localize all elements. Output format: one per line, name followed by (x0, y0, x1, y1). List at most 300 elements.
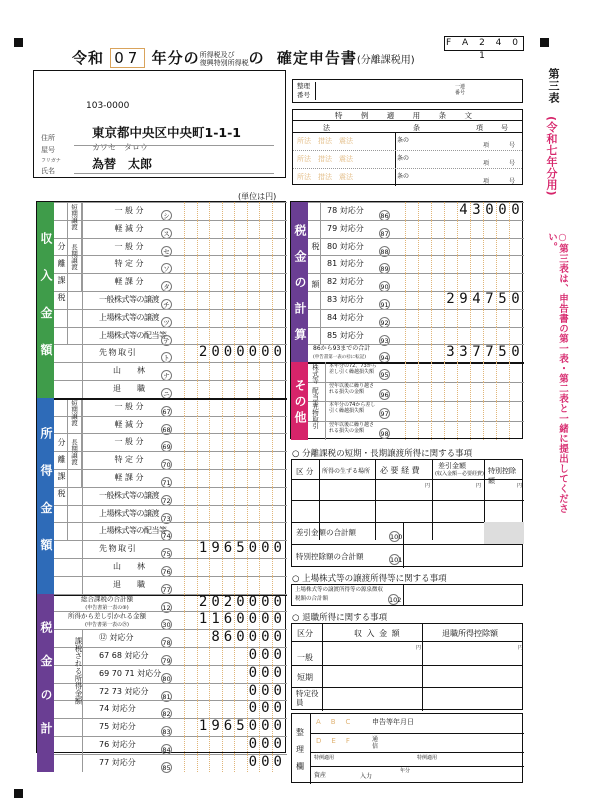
sakimono-label: 先物取引 (311, 403, 319, 430)
zeikin-left-row-value: 0 (261, 682, 270, 699)
shotoku-row-mark: 73 (162, 514, 171, 523)
joujou-mark: 102 (389, 596, 402, 604)
zeikin-left-row-value: 0 (273, 718, 282, 735)
zeikin-left-row-value: 0 (248, 647, 258, 663)
go-1: 号 (509, 142, 516, 149)
shotoku-row-label: 上場株式等の配当等 (99, 526, 167, 536)
kazei-shotoku-label: 課税される所得金額 (74, 637, 83, 705)
era: 令和 (72, 49, 105, 67)
income-row-mark: ト (159, 347, 172, 366)
zeikin-left-row-value: 0 (273, 593, 282, 610)
zeikin-right-row-value: 7 (485, 291, 494, 307)
zeikin-right-row-value: 5 (498, 291, 507, 307)
shotoku-row-value: 9 (211, 540, 220, 557)
zeikin-left-row-value: 8 (211, 629, 220, 646)
shotoku-row-value: 1 (198, 540, 208, 557)
digit-grid (392, 309, 522, 327)
zeikin-left-row-value: 1 (198, 611, 208, 628)
shotoku-row-mark: 70 (162, 461, 171, 470)
zeikin-left-row-value: 0 (261, 736, 270, 752)
sonota-row-mark: 97 (380, 410, 389, 419)
seiri-ts2: 特例適用 (417, 755, 438, 761)
bunri-table (291, 459, 523, 567)
digit-grid (172, 362, 284, 380)
income-row-mark: シ (159, 205, 172, 224)
bunri-kazei-label: 分離課税 (57, 437, 66, 506)
zeikin-left-row-label: 総合課税の合計額 (申告書第一表の⑨) (81, 594, 133, 611)
zeikin-left-row-value: 0 (236, 629, 245, 646)
digit-grid (172, 558, 284, 576)
shotoku-row-mark: 74 (162, 532, 171, 541)
zeikin-right-row-label: 83 対応分 (327, 295, 364, 304)
en-mark: 円 (416, 645, 422, 651)
name-field[interactable]: 為替 太郎 (92, 157, 153, 171)
digit-grid (172, 380, 284, 398)
registration-mark (540, 38, 549, 47)
zeikin-left-row-value: 1 (211, 611, 220, 628)
zeikin-left-row-value: 0 (273, 611, 282, 628)
zeikin-left-row-value: 0 (248, 629, 258, 646)
seiri-label-bottom: 整理欄 (296, 728, 304, 771)
income-row-mark: テ (159, 330, 172, 349)
zeikin-left-row-value: 0 (261, 647, 270, 663)
zeikin-left-row-value: 0 (248, 718, 258, 735)
digit-grid (172, 309, 284, 327)
zeikin-left-row-value: 0 (273, 682, 282, 699)
digit-grid (172, 291, 284, 309)
zeikin-left-row-value: 0 (248, 753, 258, 770)
title-sub: (分離課税用) (356, 55, 415, 66)
digit-grid (392, 401, 522, 420)
shotoku-row-mark: 76 (162, 568, 171, 576)
zeikin-left-row-value: 0 (273, 736, 282, 752)
zeikin-left-row-value: 0 (248, 593, 258, 610)
sonota-row-mark: 95 (380, 371, 389, 380)
tokurei-row-3[interactable]: 所法 措法 震法 (297, 173, 353, 181)
digit-grid (172, 487, 284, 505)
digit-grid (172, 522, 284, 540)
income-row-value: 0 (236, 344, 245, 361)
shotoku-group: 所得金額 (37, 398, 54, 594)
income-row-value: 0 (248, 344, 258, 361)
form-code: F A 2 4 0 1 (444, 36, 524, 51)
no-jo-2: 条の (397, 155, 410, 162)
bunri-kubun: 区 分 (296, 467, 314, 476)
income-row-label: 特 定 分 (114, 259, 144, 269)
title-main: 確定申告書 (276, 49, 357, 67)
bunri-basho: 所得の生ずる場所 (322, 468, 371, 475)
zeikin-left-row-value: 6 (223, 718, 233, 735)
seiri-tsushin: 通信 (372, 736, 379, 750)
sonota-row-label: 本年分の74から差し引く繰越損失額 (329, 402, 376, 415)
income-row-mark: チ (159, 294, 172, 313)
digit-grid (172, 505, 284, 523)
en-mark: 円 (425, 483, 431, 489)
income-row-value: 0 (273, 344, 282, 361)
tanki-label: 短期譲渡 (70, 204, 78, 230)
taishoku-shunyu: 収 入 金 額 (354, 629, 401, 638)
zeikin-right-row-value: 3 (459, 344, 468, 361)
seiri-shiryo: 資産 (314, 772, 327, 779)
sheet-label: 第三表 (547, 68, 560, 104)
zeikin-right-group: 税金の計算 (291, 202, 308, 362)
income-group: 収入金額 (37, 202, 54, 398)
year-suffix: 年分の (151, 49, 200, 67)
seiri-bottom (291, 713, 523, 783)
zeikin-right-row-mark: 88 (380, 247, 389, 256)
zeikin-left-row-value: 0 (248, 736, 258, 752)
zeikin-left-group: 税金の計算 (37, 594, 54, 772)
shotoku-row-label: 軽 減 分 (114, 419, 144, 429)
zeikin-left-row-value: 0 (273, 753, 282, 770)
bunri-sabiki: 差引金額 (438, 462, 466, 470)
zeikin-right-row-label: 80 対応分 (327, 241, 364, 251)
zeikin-left-row-label: 所得から差し引かれる金額 (申告書第一表の㉙) (68, 612, 146, 629)
en-mark: 円 (476, 483, 482, 489)
zeikin-right-row-value: 7 (472, 344, 481, 361)
tokurei-row-2[interactable]: 所法 措法 震法 (297, 155, 353, 163)
bunri-keihi: 必 要 経 費 (380, 466, 420, 475)
zeikin-left-row-mark: 84 (162, 746, 171, 754)
choki-label: 長期譲渡 (70, 243, 78, 270)
en-mark: 円 (517, 483, 523, 489)
income-row-value: 0 (261, 344, 270, 361)
income-row-label: 上場株式等の譲渡 (99, 312, 159, 322)
income-row-mark: タ (159, 276, 172, 295)
shotoku-row-mark: 77 (162, 585, 171, 594)
bunri-title: ○ 分離課税の短期・長期譲渡所得に関する事項 (292, 449, 473, 459)
label-furigana: フリガナ (41, 158, 61, 164)
no-jo-3: 条の (397, 173, 410, 180)
digit-grid (392, 421, 522, 440)
zeikin-left-row-value: 0 (273, 664, 282, 681)
ko-2: 項 (483, 160, 490, 167)
label-jusho: 住所 (41, 134, 55, 142)
income-row-value: 2 (198, 344, 208, 361)
shotoku-row-value: 0 (248, 540, 258, 557)
zeikin-right-row-mark: 90 (380, 283, 389, 292)
digit-grid (172, 416, 284, 434)
taishoku-kojo: 退職所得控除額 (442, 629, 498, 638)
zeikin-right-row-label: 86から93までの合計 (申告書第一表の㊷に転記) (313, 345, 371, 361)
digit-grid (392, 220, 522, 238)
income-row-mark: セ (159, 241, 172, 260)
zeikin-left-row-mark: 81 (162, 692, 171, 701)
zeikin-left-row-value: 0 (236, 611, 245, 628)
unit-label: (単位は円) (238, 192, 277, 201)
seiri-shinkoku: 申告等年月日 (372, 718, 414, 726)
income-row-label: 山 林 (113, 366, 145, 376)
sonota-group: その他 (291, 362, 308, 440)
taishoku-tanki: 短期 (297, 673, 313, 682)
joujou-label: 上場株式等の譲渡所得等の源泉徴収税額の合計額 (295, 587, 384, 602)
zeikin-left-row-value: 0 (273, 647, 282, 663)
seiri-label: 整理番号 (297, 82, 310, 99)
right-table (290, 201, 523, 439)
seiri-nenbetsu: 年分 (400, 768, 411, 774)
zeikin-right-row-value: 2 (446, 291, 455, 307)
taishoku-kubun: 区分 (297, 629, 313, 638)
go-label: 号 (501, 124, 508, 132)
digit-grid (172, 451, 284, 469)
zeikin-left-row-value: 0 (248, 611, 258, 628)
en-mark: 円 (518, 645, 524, 651)
income-row-mark: ツ (159, 312, 172, 331)
zeikin-left-row-value: 9 (211, 718, 220, 735)
taishoku-tokutei: 特定役員 (296, 689, 319, 707)
zeikin-right-row-label: 84 対応分 (327, 312, 364, 322)
zeikin-left-row-label: 74 対応分 (99, 704, 136, 714)
haito-label: 配当等 (311, 387, 319, 407)
joujou-table (291, 584, 523, 606)
sonota-row-mark: 96 (380, 390, 389, 399)
zeikin-right-row-label: 85 対応分 (327, 330, 364, 340)
title-no: の (248, 49, 265, 67)
income-row-mark: ソ (159, 258, 172, 277)
income-row-label: 一般株式等の譲渡 (99, 295, 159, 304)
shotoku-row-label: 一 般 分 (114, 401, 144, 411)
digit-grid (172, 220, 284, 238)
seiri-box (292, 79, 523, 103)
seiri-ts: 特例適用 (314, 755, 335, 761)
bunri-tokubetsu: 特別控除額 (488, 467, 516, 485)
zeikin-right-row-mark: 87 (380, 229, 389, 238)
income-row-label: 退 職 (113, 384, 145, 393)
digit-grid (392, 382, 522, 401)
shotoku-row-value: 5 (236, 540, 245, 557)
address-field[interactable]: 東京都中央区中央町1-1-1 (92, 125, 241, 140)
digit-grid (172, 469, 284, 487)
zeikin-left-row-value: 0 (248, 664, 258, 681)
zeikin-left-row-mark: 80 (162, 674, 171, 683)
digit-grid (172, 433, 284, 451)
zeikin-left-row-label: 67 68 対応分 (99, 651, 149, 660)
tokurei-box (292, 109, 523, 185)
zeikin-left-row-mark: 78 (162, 639, 171, 648)
go-3: 号 (509, 178, 516, 185)
shotoku-row-value: 0 (273, 540, 282, 557)
shotoku-row-label: 退 職 (113, 579, 145, 589)
bunri-total1-mark: 100 (390, 533, 403, 541)
zeikin-left-row-value: 0 (273, 629, 282, 646)
zeikin-right-row-label: 79 対応分 (327, 223, 364, 233)
ko-1: 項 (483, 142, 490, 149)
shotoku-row-label: 特 定 分 (114, 455, 144, 465)
zeikin-left-row-value: 2 (198, 593, 208, 610)
registration-mark (14, 38, 23, 47)
zeikin-right-row-mark: 92 (380, 318, 389, 327)
zeikin-left-row-mark: 12 (162, 603, 171, 612)
ko-label: 項 (476, 124, 483, 132)
income-row-label: 一 般 分 (114, 241, 144, 251)
zeikin-left-row-value: 0 (261, 629, 270, 646)
zeikin-left-row-label: ⑫ 対応分 (99, 633, 134, 643)
digit-grid (172, 327, 284, 345)
income-row-mark: ニ (159, 383, 172, 402)
taishoku-table (291, 623, 523, 710)
year-field[interactable]: 07 (110, 48, 145, 68)
shotoku-row-mark: 68 (162, 425, 171, 434)
label-yago: 屋号 (41, 146, 55, 154)
shotoku-row-mark: 75 (162, 550, 171, 559)
ko-3: 項 (483, 178, 490, 185)
shotoku-row-label: 先 物 取 引 (99, 544, 136, 554)
zeikin-left-row-value: 0 (261, 700, 270, 717)
zeikin-left-row-label: 69 70 71 対応分 (99, 668, 162, 678)
tax-label-2: 復興特別所得税 (199, 58, 249, 67)
address-box (33, 70, 286, 178)
zeikin-left-row-value: 0 (236, 593, 245, 610)
shotoku-row-mark: 67 (162, 407, 171, 416)
zeikin-right-row-value: 0 (511, 291, 520, 307)
tax-label-1: 所得税及び (199, 50, 235, 59)
income-row-label: 上場株式等の配当等 (99, 330, 167, 340)
tanki-label: 短期譲渡 (70, 399, 78, 426)
zeikin-right-row-mark: 91 (380, 301, 389, 309)
digit-grid (392, 273, 522, 291)
digit-grid (172, 202, 284, 220)
zeikin-left-row-value: 0 (261, 664, 270, 681)
zeikin-left-row-label: 72 73 対応分 (99, 686, 149, 696)
income-row-mark: ス (159, 223, 172, 242)
zeikin-left-row-mark: 83 (162, 728, 171, 737)
income-row-label: 一 般 分 (114, 206, 144, 215)
zeikin-right-row-value: 0 (511, 202, 520, 218)
seiri-def: DEF (316, 737, 360, 745)
choki-label: 長期譲渡 (70, 439, 78, 466)
zeikin-left-row-value: 6 (223, 629, 233, 646)
tokurei-label: 特 例 適 用 条 文 (293, 110, 522, 121)
tokurei-row-1[interactable]: 所法 措法 震法 (297, 137, 353, 145)
kabushiki-label: 株式等 (311, 364, 319, 384)
zeikin-left-row-mark: 79 (162, 657, 171, 665)
digit-grid (172, 273, 284, 291)
zeikin-right-row-value: 4 (472, 291, 481, 307)
zeikin-right-row-value: 3 (446, 344, 455, 361)
ho-label: 法 (323, 124, 330, 132)
zeigaku-label: 税額 (311, 242, 320, 318)
sonota-row-mark: 98 (380, 429, 389, 438)
taishoku-title: ○ 退職所得に関する事項 (292, 613, 388, 623)
zeikin-right-row-mark: 86 (380, 212, 389, 220)
left-table (22, 201, 286, 772)
zeikin-left-row-label: 77 対応分 (99, 757, 136, 767)
seiri-abc: ABC (316, 718, 361, 726)
bunri-kazei-label: 分離課税 (57, 242, 66, 310)
shotoku-row-mark: 69 (162, 443, 171, 452)
zeikin-left-row-value: 5 (236, 718, 245, 735)
zeikin-right-row-label: 81 対応分 (327, 259, 364, 269)
taishoku-ippan: 一般 (297, 653, 313, 662)
zeikin-right-row-mark: 93 (380, 336, 389, 345)
no-jo-1: 条の (397, 137, 410, 144)
zeikin-right-row-value: 4 (459, 202, 468, 218)
zeikin-right-row-value: 9 (459, 291, 468, 307)
bunri-total2-mark: 101 (390, 556, 403, 564)
sheet-note: ○第三表は、申告書の第一表・第二表と一緒に提出してください。 (546, 232, 568, 514)
income-row-label: 軽 減 分 (114, 223, 144, 233)
income-row-label: 先 物 取 引 (99, 348, 136, 358)
digit-grid (392, 327, 522, 345)
zeikin-left-row-value: 0 (273, 700, 282, 717)
shotoku-row-label: 一 般 分 (114, 437, 144, 447)
zeikin-right-row-value: 3 (472, 202, 481, 218)
income-row-label: 軽 課 分 (114, 277, 144, 287)
jo-label: 条 (413, 124, 420, 132)
bunri-total2-label: 特別控除額の合計額 (296, 552, 364, 561)
digit-grid (172, 576, 284, 594)
bunri-total1-label: 差引金額の合計額 (296, 528, 356, 537)
income-row-value: 0 (211, 344, 220, 361)
zeikin-right-row-value: 5 (498, 344, 507, 361)
digit-grid (172, 238, 284, 256)
zeikin-right-row-value: 0 (511, 344, 520, 361)
zeikin-left-row-value: 0 (261, 593, 270, 610)
zeikin-right-row-value: 0 (498, 202, 507, 218)
income-row-mark: ナ (159, 365, 172, 384)
zeikin-left-row-value: 0 (261, 753, 270, 770)
zeikin-left-row-label: 76 対応分 (99, 740, 136, 749)
ichiren-label: 一連番号 (455, 84, 466, 96)
zeikin-left-row-mark: 85 (162, 763, 171, 772)
zeikin-left-row-value: 6 (223, 611, 233, 628)
digit-grid (392, 238, 522, 256)
zeikin-right-row-mark: 94 (380, 354, 389, 363)
shotoku-row-label: 軽 課 分 (114, 473, 144, 482)
zeikin-left-row-value: 0 (248, 700, 258, 717)
shotoku-row-label: 一般株式等の譲渡 (99, 490, 159, 500)
furigana-field[interactable]: カワセ タロウ (92, 143, 148, 152)
zeikin-left-row-value: 1 (198, 718, 208, 735)
income-row-value: 0 (223, 344, 233, 361)
zeikin-right-row-mark: 89 (380, 265, 389, 274)
zeikin-right-row-label: 82 対応分 (327, 277, 364, 287)
zeikin-right-row-value: 0 (485, 202, 494, 218)
shotoku-row-value: 0 (261, 540, 270, 557)
zeikin-left-row-value: 0 (261, 611, 270, 628)
form-title (72, 47, 415, 68)
shotoku-row-value: 6 (223, 540, 233, 557)
label-shimei: 氏名 (41, 167, 55, 175)
sonota-row-label: 本年分の72、73から差し引く繰越損失額 (329, 363, 377, 376)
zeikin-left-row-value: 0 (211, 593, 220, 610)
zeikin-left-row-label: 75 対応分 (99, 722, 136, 732)
zeikin-left-row-mark: 30 (162, 621, 171, 630)
registration-mark (14, 789, 23, 798)
sonota-row-label: 翌年以後に繰り越される損失の金額 (329, 382, 375, 395)
sonota-row-label: 翌年以後に繰り越される損失の金額 (329, 421, 375, 434)
zeikin-left-row-value: 2 (223, 593, 233, 610)
shotoku-row-mark: 71 (162, 479, 171, 487)
zeikin-left-row-value: 0 (261, 718, 270, 735)
seiri-nyuryoku: 入力 (360, 773, 373, 780)
shotoku-row-label: 上場株式等の譲渡 (99, 508, 159, 518)
zeikin-left-row-mark: 82 (162, 710, 171, 719)
shotoku-row-label: 山 林 (113, 562, 145, 571)
digit-grid (172, 255, 284, 273)
zeikin-right-row-value: 7 (485, 344, 494, 361)
zeikin-right-row-label: 78 対応分 (327, 206, 364, 215)
go-2: 号 (509, 160, 516, 167)
shotoku-row-mark: 72 (162, 496, 171, 505)
postal-code[interactable]: 103-0000 (86, 101, 130, 111)
bunri-sabiki-sub: (収入金額－必要経費) (435, 471, 484, 477)
zeikin-left-row-value: 0 (248, 682, 258, 699)
sheet-year: (令和七年分用) (545, 116, 558, 197)
digit-grid (392, 362, 522, 381)
digit-grid (172, 398, 284, 416)
joujou-title: ○ 上場株式等の譲渡所得等に関する事項 (292, 574, 447, 584)
